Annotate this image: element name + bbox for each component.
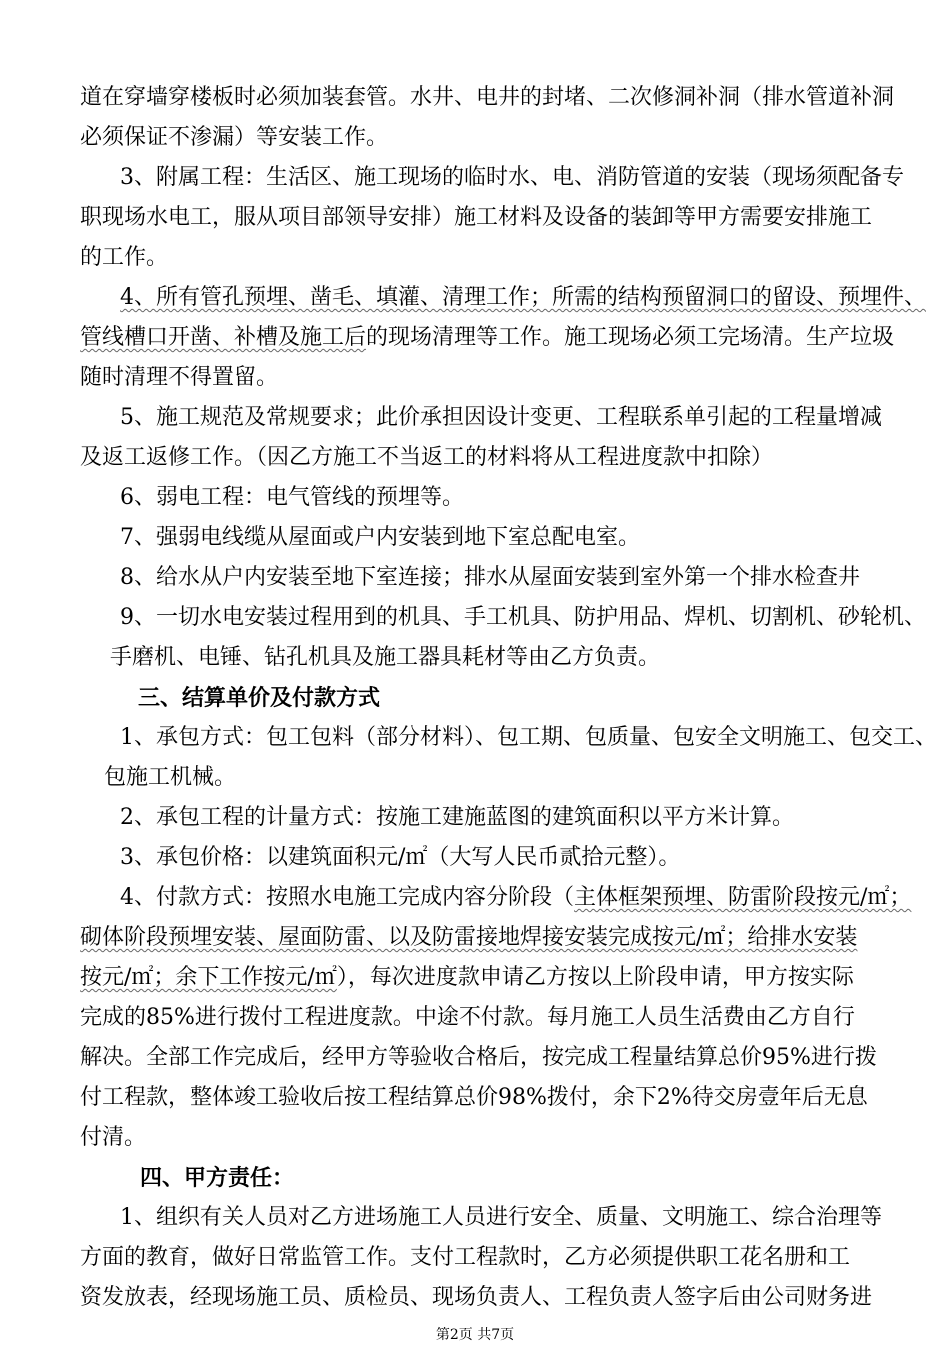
line-text: 8、给水从户内安装至地下室连接；排水从屋面安装到室外第一个排水检查井 (120, 565, 860, 590)
paragraph-line (80, 923, 857, 953)
page-footer: 第2页 共7页 (435, 1327, 515, 1343)
line-text: 3、附属工程：生活区、施工现场的临时水、电、消防管道的安装（现场须配备专 (120, 165, 904, 190)
line-text: 随时清理不得置留。 (80, 365, 279, 390)
underlined-text: 砌体阶段预埋安装、屋面防雷、以及防雷接地焊接安装完成按元/㎡；给排水安装 (80, 925, 858, 950)
paragraph-line (80, 123, 388, 153)
paragraph-line (120, 563, 860, 593)
paragraph-line (110, 643, 660, 673)
line-text: 完成的85%进行拨付工程进度款。中途不付款。每月施工人员生活费由乙方自行 (80, 1005, 855, 1030)
line-text: 道在穿墙穿楼板时必须加装套管。水井、电井的封堵、二次修洞补洞（排水管道补洞 (80, 85, 895, 110)
paragraph-line (120, 483, 464, 513)
paragraph-line (80, 443, 773, 473)
paragraph-line (80, 1043, 877, 1073)
line-text: 解决。全部工作完成后，经甲方等验收合格后，按完成工程量结算总价95%进行拨 (80, 1045, 877, 1070)
line-text: 方面的教育，做好日常监管工作。支付工程款时，乙方必须提供职工花名册和工 (80, 1245, 851, 1270)
line-text: 9、一切水电安装过程用到的机具、手工机具、防护用品、焊机、切割机、砂轮机、 (120, 605, 926, 630)
paragraph-line (80, 1003, 855, 1033)
line-text: 1、承包方式：包工包料（部分材料）、包工期、包质量、包安全文明施工、包交工、 (120, 725, 937, 750)
line-text: 4、付款方式：按照水电施工完成内容分阶段（ (120, 885, 574, 910)
line-text: 的现场清理等工作。施工现场必须工完场清。生产垃圾 (366, 325, 895, 350)
line-text: 三、结算单价及付款方式 (138, 685, 381, 711)
paragraph-line (120, 283, 926, 313)
paragraph-line (80, 1123, 146, 1153)
underlined-text: 4、所有管孔预埋、凿毛、填灌、清理工作；所需的结构预留洞口的留设、预埋件、 (120, 285, 926, 310)
paragraph-line (80, 243, 168, 273)
paragraph-line (80, 1283, 872, 1313)
line-text: ），每次进度款申请乙方按以上阶段申请，甲方按实际 (336, 965, 854, 990)
paragraph-line (120, 603, 926, 633)
paragraph-line (80, 1083, 868, 1113)
paragraph-line (120, 883, 911, 913)
paragraph-line (80, 83, 894, 113)
paragraph-line (120, 163, 904, 193)
line-text: 必须保证不渗漏）等安装工作。 (80, 125, 389, 150)
paragraph-line (120, 523, 640, 553)
paragraph-line (120, 803, 794, 833)
paragraph-line (80, 1243, 850, 1273)
line-text: 6、弱电工程：电气管线的预埋等。 (120, 485, 464, 510)
section-heading (140, 1163, 294, 1193)
line-text: 1、组织有关人员对乙方进场施工人员进行安全、质量、文明施工、综合治理等 (120, 1205, 882, 1230)
line-text: 手磨机、电锤、钻孔机具及施工器具耗材等由乙方负责。 (110, 645, 661, 670)
section-heading (138, 683, 380, 713)
line-text: 3、承包价格：以建筑面积元/㎡（大写人民币贰拾元整）。 (120, 845, 681, 870)
line-text: 5、施工规范及常规要求；此价承担因设计变更、工程联系单引起的工程量增减 (120, 405, 882, 430)
paragraph-line (80, 963, 854, 993)
line-text: 付清。 (80, 1125, 147, 1150)
line-text: 及返工返修工作。（因乙方施工不当返工的材料将从工程进度款中扣除） (80, 445, 774, 470)
paragraph-line (120, 723, 937, 753)
paragraph-line (80, 203, 872, 233)
paragraph-line (104, 763, 236, 793)
paragraph-line (120, 843, 680, 873)
paragraph-line (80, 363, 278, 393)
underlined-text: 主体框架预埋、防雷阶段按元/㎡； (574, 885, 912, 910)
line-text: 2、承包工程的计量方式：按施工建施蓝图的建筑面积以平方米计算。 (120, 805, 794, 830)
line-text: 四、甲方责任： (140, 1165, 295, 1191)
line-text: 7、强弱电线缆从屋面或户内安装到地下室总配电室。 (120, 525, 640, 550)
underlined-text: 按元/㎡；余下工作按元/㎡ (80, 965, 337, 990)
line-text: 的工作。 (80, 245, 169, 270)
underlined-text: 管线槽口开凿、补槽及施工后 (80, 325, 367, 350)
line-text: 职现场水电工，服从项目部领导安排）施工材料及设备的装卸等甲方需要安排施工 (80, 205, 873, 230)
line-text: 付工程款，整体竣工验收后按工程结算总价98%拨付，余下2%待交房壹年后无息 (80, 1085, 868, 1110)
paragraph-line (120, 1203, 882, 1233)
line-text: 资发放表，经现场施工员、质检员、现场负责人、工程负责人签字后由公司财务进 (80, 1285, 873, 1310)
line-text: 包施工机械。 (104, 765, 237, 790)
paragraph-line (120, 403, 882, 433)
paragraph-line (80, 323, 894, 353)
